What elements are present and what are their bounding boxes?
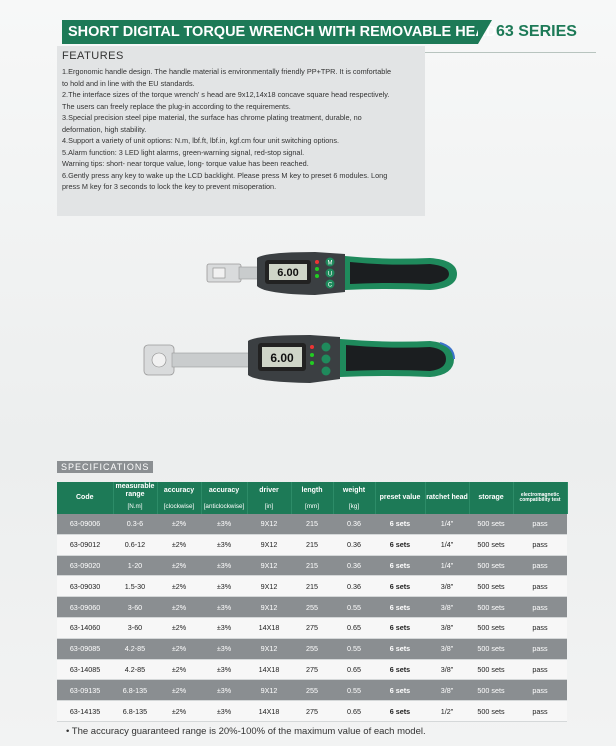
- col-weight: weight: [333, 482, 375, 500]
- table-row: [57, 617, 567, 638]
- table-cell: 6.8-135: [113, 701, 157, 722]
- table-cell: 500 sets: [469, 555, 513, 576]
- table-cell: 500 sets: [469, 617, 513, 638]
- specifications-body: [57, 514, 567, 721]
- unit-anticlockwise: [anticlockwise]: [201, 500, 247, 514]
- svg-text:C: C: [327, 282, 333, 289]
- table-cell: 0.65: [333, 659, 375, 680]
- wrench-image-bottom: [140, 325, 460, 395]
- table-cell: 9X12: [247, 576, 291, 597]
- col-length: length: [291, 482, 333, 500]
- table-cell: 1.5-30: [113, 576, 157, 597]
- lcd-display-text: 6.00: [270, 351, 294, 365]
- table-row: [57, 534, 567, 555]
- table-cell: 63-09030: [57, 576, 113, 597]
- table-cell: 63-14135: [57, 701, 113, 722]
- table-cell: ±2%: [157, 617, 201, 638]
- table-cell: ±3%: [201, 555, 247, 576]
- table-cell: 0.36: [333, 534, 375, 555]
- features-heading: FEATURES: [62, 50, 124, 62]
- feature-line: 6.Gently press any key to wake up the LCD backlight. Please press M key to preset 6 modules. Long: [62, 170, 388, 180]
- table-cell: 14X18: [247, 701, 291, 722]
- table-cell: 275: [291, 659, 333, 680]
- table-cell: pass: [513, 659, 567, 680]
- feature-line: Warning tips: short- near torque value, long- torque value has been reached.: [62, 159, 309, 168]
- unit-weight: [kg]: [333, 500, 375, 514]
- table-cell: 63-09135: [57, 680, 113, 701]
- table-cell: ±3%: [201, 534, 247, 555]
- table-row: [57, 701, 567, 722]
- unit-length: [mm]: [291, 500, 333, 514]
- table-cell: 255: [291, 638, 333, 659]
- table-cell: 9X12: [247, 638, 291, 659]
- table-cell: pass: [513, 638, 567, 659]
- table-cell: ±2%: [157, 659, 201, 680]
- table-cell: 3-60: [113, 617, 157, 638]
- table-cell: 215: [291, 555, 333, 576]
- col-accuracy-acw: accuracy: [201, 482, 247, 500]
- table-cell: 63-09060: [57, 597, 113, 618]
- table-cell: 6 sets: [375, 555, 425, 576]
- table-cell: 63-09085: [57, 638, 113, 659]
- table-cell: 255: [291, 597, 333, 618]
- table-row: [57, 638, 567, 659]
- table-cell: 275: [291, 617, 333, 638]
- table-cell: 500 sets: [469, 680, 513, 701]
- col-storage: storage: [469, 482, 513, 514]
- table-cell: 215: [291, 514, 333, 534]
- table-cell: 6 sets: [375, 576, 425, 597]
- table-cell: 14X18: [247, 617, 291, 638]
- table-cell: pass: [513, 514, 567, 534]
- table-cell: ±2%: [157, 680, 201, 701]
- table-cell: 255: [291, 680, 333, 701]
- table-cell: 3/8": [425, 659, 469, 680]
- table-cell: ±3%: [201, 638, 247, 659]
- table-cell: 1/4": [425, 534, 469, 555]
- table-cell: 6 sets: [375, 680, 425, 701]
- table-cell: 6 sets: [375, 617, 425, 638]
- table-cell: 9X12: [247, 680, 291, 701]
- table-cell: 0.36: [333, 576, 375, 597]
- table-cell: ±2%: [157, 597, 201, 618]
- table-cell: ±3%: [201, 617, 247, 638]
- unit-range: [N.m]: [113, 500, 157, 514]
- header: [0, 14, 616, 50]
- table-cell: 1/2": [425, 701, 469, 722]
- table-cell: 1/4": [425, 514, 469, 534]
- table-cell: 63-09012: [57, 534, 113, 555]
- col-accuracy-cw: accuracy: [157, 482, 201, 500]
- unit-driver: [in]: [247, 500, 291, 514]
- note-text: The accuracy guaranteed range is 20%-100% of the maximum value of each model.: [71, 726, 426, 737]
- svg-text:U: U: [327, 271, 333, 278]
- table-cell: 6 sets: [375, 597, 425, 618]
- table-row: [57, 576, 567, 597]
- table-cell: 1-20: [113, 555, 157, 576]
- features-list: [62, 66, 422, 193]
- accuracy-note: [66, 726, 426, 737]
- col-emc: electromagnetic compatibility test: [513, 482, 567, 514]
- table-cell: 63-14085: [57, 659, 113, 680]
- specifications-table: [57, 482, 568, 722]
- table-cell: 9X12: [247, 597, 291, 618]
- feature-line: The users can freely replace the plug-in according to the requirements.: [62, 101, 291, 111]
- table-cell: pass: [513, 576, 567, 597]
- table-cell: 500 sets: [469, 534, 513, 555]
- table-cell: 3/8": [425, 617, 469, 638]
- table-cell: 3/8": [425, 638, 469, 659]
- table-cell: 6 sets: [375, 659, 425, 680]
- specifications-heading: SPECIFICATIONS: [57, 461, 153, 473]
- table-cell: pass: [513, 617, 567, 638]
- table-cell: 500 sets: [469, 701, 513, 722]
- lcd-display-text: 6.00: [277, 267, 299, 279]
- wrench-image-top: [195, 240, 465, 310]
- table-cell: 6 sets: [375, 638, 425, 659]
- table-cell: 275: [291, 701, 333, 722]
- table-cell: 6 sets: [375, 701, 425, 722]
- col-code: Code: [57, 482, 113, 514]
- table-cell: 500 sets: [469, 659, 513, 680]
- table-cell: 63-14060: [57, 617, 113, 638]
- table-cell: 3/8": [425, 597, 469, 618]
- table-cell: 0.36: [333, 514, 375, 534]
- table-cell: 63-09020: [57, 555, 113, 576]
- table-row: [57, 680, 567, 701]
- table-cell: 14X18: [247, 659, 291, 680]
- feature-line: 1.Ergonomic handle design. The handle material is environmentally friendly PP+TPR. It is comfortable: [62, 67, 391, 76]
- feature-line: press M key for 3 seconds to lock the key to prevent misoperation.: [62, 182, 277, 191]
- table-cell: ±2%: [157, 701, 201, 722]
- table-cell: 500 sets: [469, 597, 513, 618]
- table-cell: ±3%: [201, 680, 247, 701]
- table-cell: ±2%: [157, 514, 201, 534]
- table-cell: 3/8": [425, 576, 469, 597]
- page-title: SHORT DIGITAL TORQUE WRENCH WITH REMOVABLE HEAD: [62, 20, 478, 44]
- table-cell: ±2%: [157, 638, 201, 659]
- table-cell: ±2%: [157, 555, 201, 576]
- table-cell: ±3%: [201, 701, 247, 722]
- table-cell: 4.2-85: [113, 638, 157, 659]
- col-range: measurable range: [113, 482, 157, 500]
- table-cell: 500 sets: [469, 638, 513, 659]
- table-cell: pass: [513, 597, 567, 618]
- table-cell: ±2%: [157, 534, 201, 555]
- table-cell: 4.2-85: [113, 659, 157, 680]
- table-cell: 6.8-135: [113, 680, 157, 701]
- col-ratchet: ratchet head: [425, 482, 469, 514]
- table-cell: 3/8": [425, 680, 469, 701]
- table-cell: pass: [513, 555, 567, 576]
- feature-line: 3.Special precision steel pipe material, the surface has chrome plating treatment, durable, no: [62, 113, 362, 122]
- table-cell: 9X12: [247, 514, 291, 534]
- table-cell: 0.3-6: [113, 514, 157, 534]
- table-cell: 6 sets: [375, 534, 425, 555]
- table-row: [57, 514, 567, 534]
- table-row: [57, 555, 567, 576]
- feature-line: to hold and in line with the EU standards.: [62, 78, 195, 88]
- table-cell: ±3%: [201, 576, 247, 597]
- feature-line: 5.Alarm function: 3 LED light alarms, green-warning signal, red-stop signal.: [62, 147, 305, 157]
- table-cell: ±2%: [157, 576, 201, 597]
- table-cell: 63-09006: [57, 514, 113, 534]
- col-preset: preset value: [375, 482, 425, 514]
- table-cell: 6 sets: [375, 514, 425, 534]
- unit-clockwise: [clockwise]: [157, 500, 201, 514]
- col-driver: driver: [247, 482, 291, 500]
- table-cell: ±3%: [201, 659, 247, 680]
- table-cell: 0.55: [333, 597, 375, 618]
- table-cell: 0.65: [333, 701, 375, 722]
- table-row: [57, 597, 567, 618]
- table-cell: 215: [291, 534, 333, 555]
- table-cell: pass: [513, 534, 567, 555]
- feature-line: 2.The interface sizes of the torque wrench' s head are 9x12,14x18 concave square head respectively.: [62, 90, 390, 99]
- table-cell: 0.36: [333, 555, 375, 576]
- feature-line: deformation, high stability.: [62, 124, 147, 134]
- table-cell: 9X12: [247, 555, 291, 576]
- table-cell: ±3%: [201, 597, 247, 618]
- svg-text:M: M: [327, 260, 333, 267]
- table-cell: 500 sets: [469, 576, 513, 597]
- series-label: 63 SERIES: [496, 23, 577, 40]
- feature-line: 4.Support a variety of unit options: N.m, lbf.ft, lbf.in, kgf.cm four unit switching options.: [62, 136, 340, 145]
- table-cell: pass: [513, 680, 567, 701]
- table-cell: 1/4": [425, 555, 469, 576]
- table-cell: pass: [513, 701, 567, 722]
- table-cell: 0.65: [333, 617, 375, 638]
- table-cell: 0.55: [333, 638, 375, 659]
- table-cell: 0.6-12: [113, 534, 157, 555]
- table-cell: 0.55: [333, 680, 375, 701]
- table-cell: 9X12: [247, 534, 291, 555]
- table-cell: 3-60: [113, 597, 157, 618]
- table-row: [57, 659, 567, 680]
- table-cell: 500 sets: [469, 514, 513, 534]
- note-bullet: •: [66, 726, 72, 737]
- table-cell: 215: [291, 576, 333, 597]
- table-cell: ±3%: [201, 514, 247, 534]
